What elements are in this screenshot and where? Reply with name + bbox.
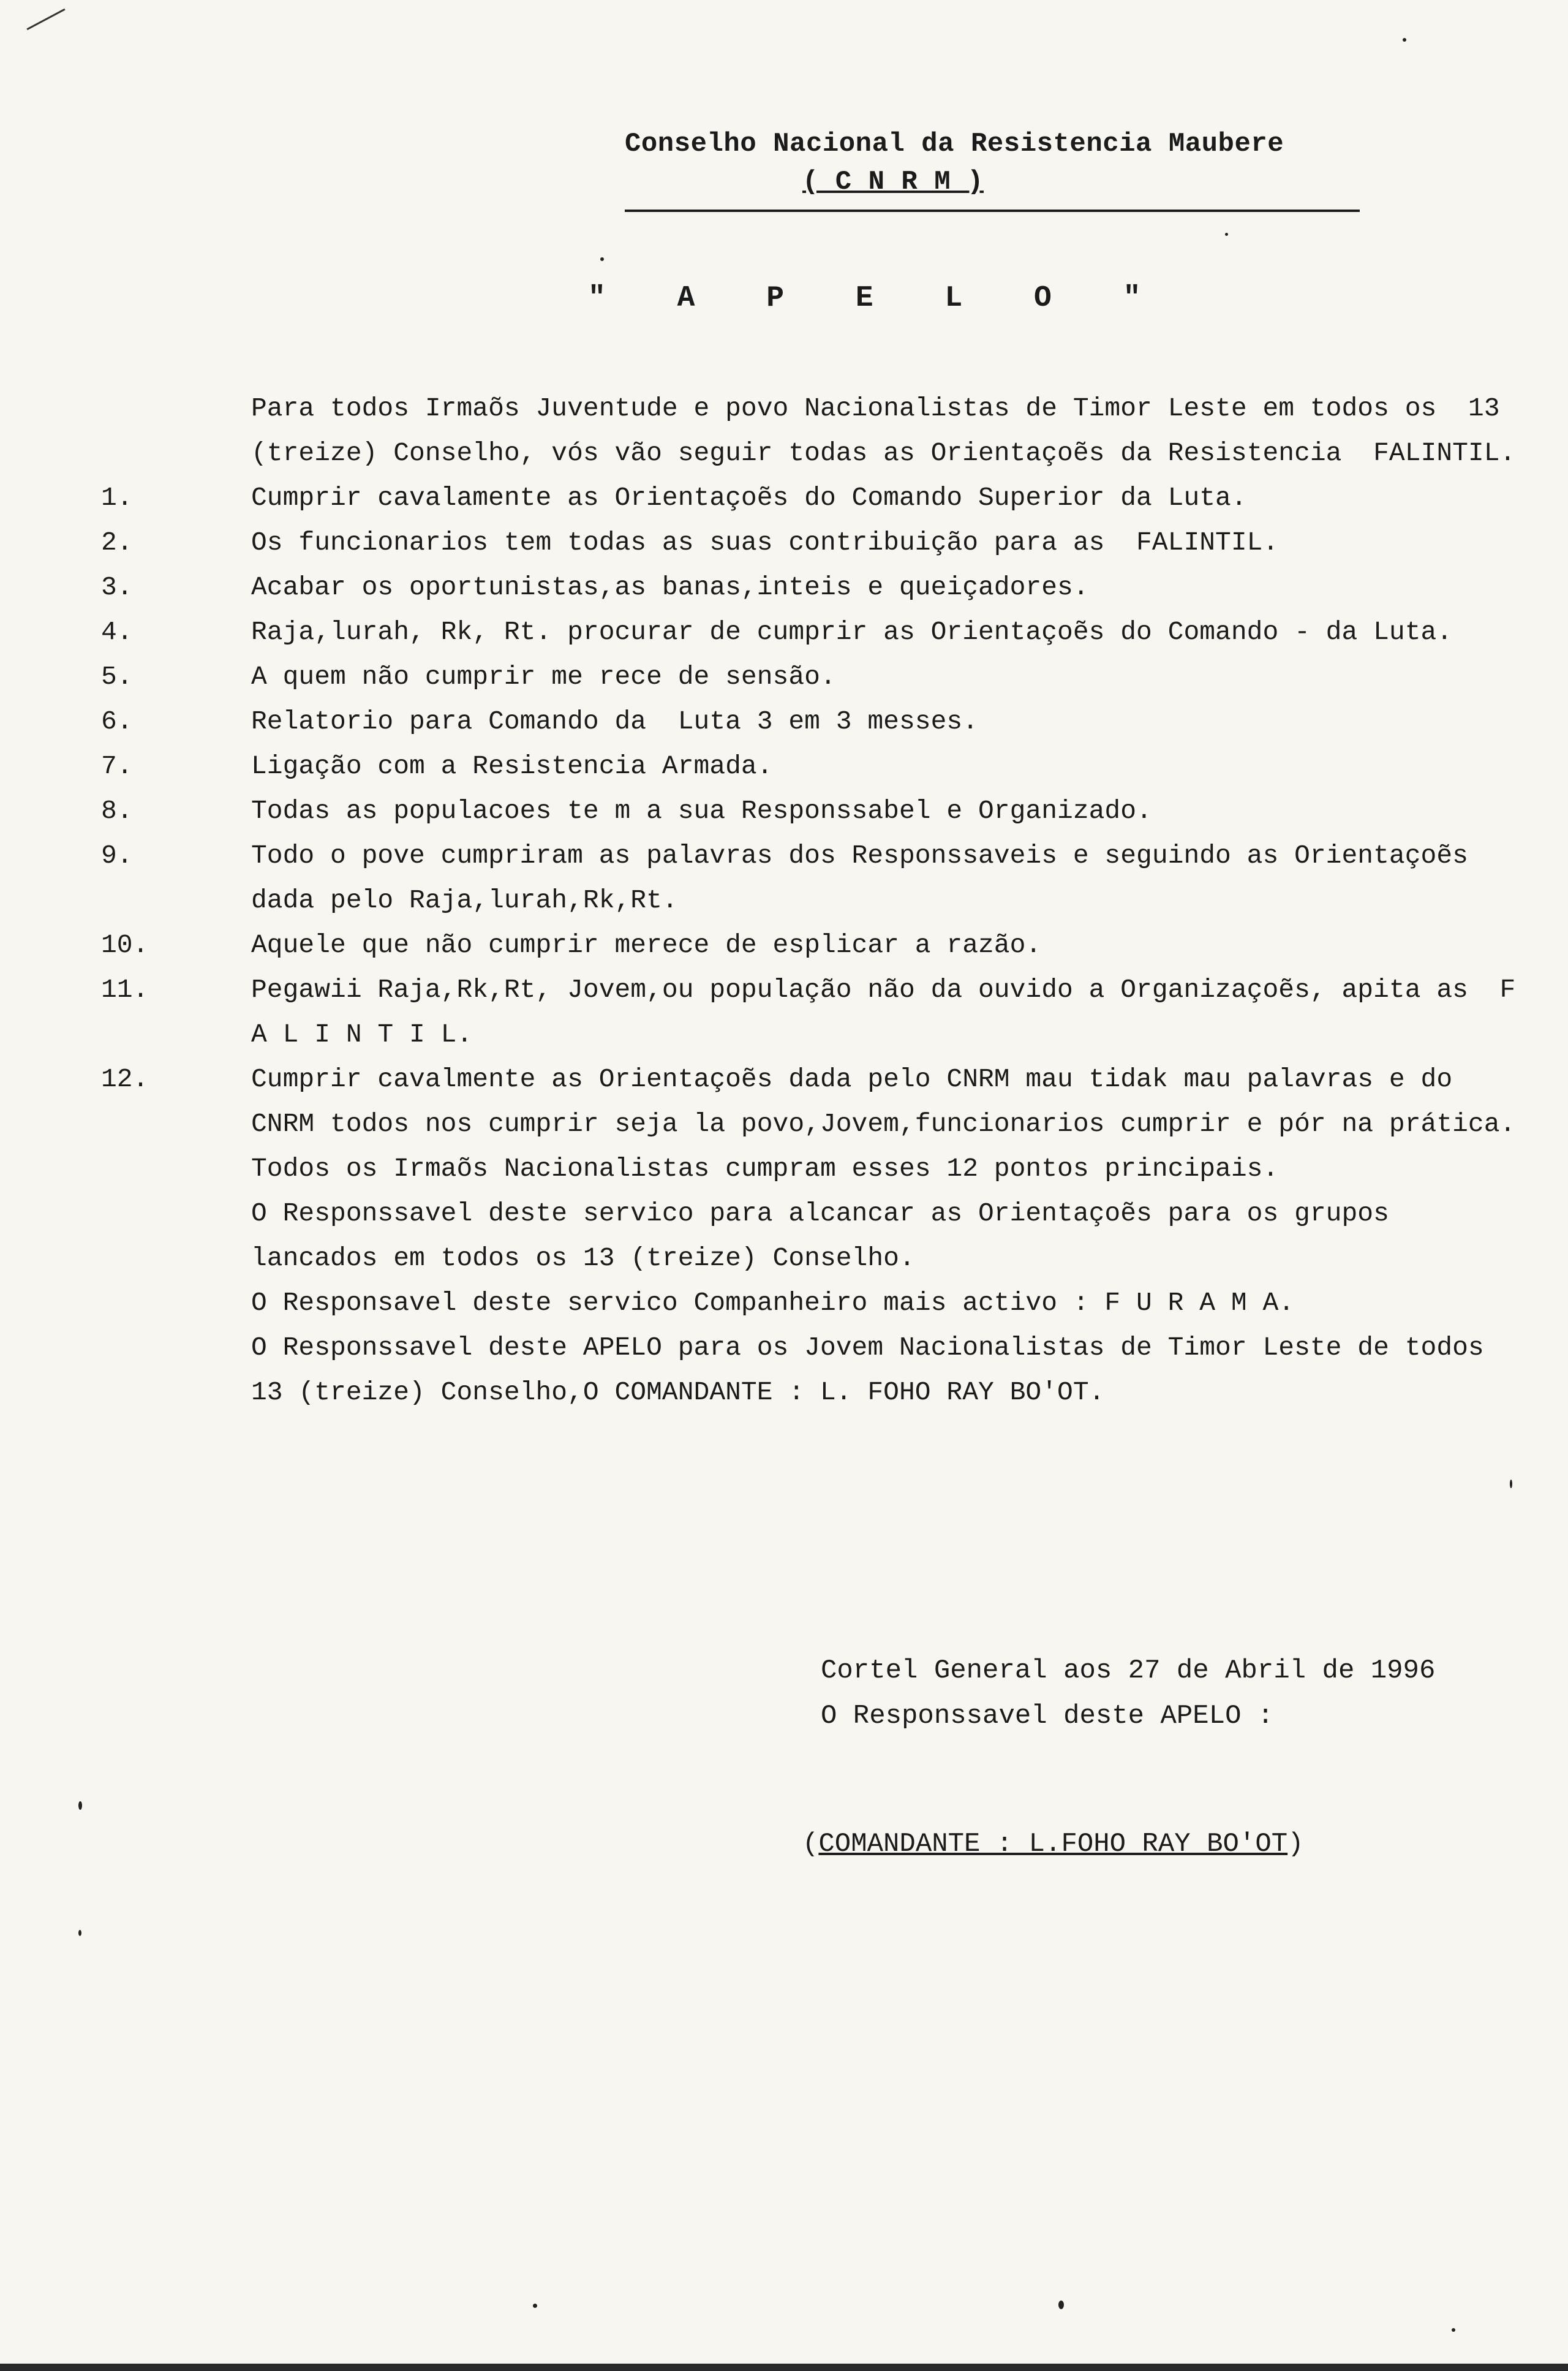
organization-name: Conselho Nacional da Resistencia Maubere <box>625 129 1284 159</box>
list-item <box>101 967 1532 1057</box>
item-number: 5. <box>101 662 133 692</box>
list-item <box>101 565 1516 610</box>
signature-line: (COMANDANTE : L.FOHO RAY BO'OT) <box>802 1829 1304 1859</box>
list-item <box>101 923 1516 967</box>
item-number: 1. <box>101 483 133 513</box>
list-item <box>101 654 1516 699</box>
list-item <box>101 833 1516 923</box>
responsible-label: O Responssavel deste APELO : <box>821 1701 1274 1731</box>
scan-speck <box>1452 2328 1455 2332</box>
list-item <box>101 610 1516 654</box>
item-number: 6. <box>101 706 133 736</box>
item-text: Cumprir cavalamente as Orientaçoẽs do Comando Superior da Luta. <box>251 483 1247 513</box>
scan-bottom-edge <box>0 2364 1568 2371</box>
signature-block <box>821 1648 1435 1739</box>
list-item <box>101 788 1516 833</box>
document-body <box>101 386 1532 1415</box>
scan-speck <box>78 1930 81 1936</box>
closing-section <box>101 1146 1516 1415</box>
scan-speck <box>600 257 604 261</box>
item-text: Cumprir cavalmente as Orientaçoẽs dada pelo CNRM mau tidak mau palavras e do CNRM todos nos cumprir seja la povo,Jovem,funcionarios cumprir e pór na prática. <box>251 1064 1516 1139</box>
item-number: 10. <box>101 930 149 960</box>
scan-speck <box>78 1801 82 1810</box>
item-number: 11. <box>101 975 149 1005</box>
item-text: Ligação com a Resistencia Armada. <box>251 751 773 781</box>
item-number: 3. <box>101 572 133 602</box>
item-text: Os funcionarios tem todas as suas contribuição para as FALINTIL. <box>251 528 1279 558</box>
scan-speck <box>533 2304 537 2308</box>
item-number: 8. <box>101 796 133 826</box>
list-item <box>101 699 1516 744</box>
item-text: Acabar os oportunistas,as banas,inteis e queiçadores. <box>251 572 1089 602</box>
document-title: " A P E L O " <box>588 282 1168 315</box>
organization-acronym: ( C N R M ) <box>802 167 984 197</box>
signature-name: COMANDANTE : L.FOHO RAY BO'OT <box>818 1829 1288 1859</box>
intro-paragraph: Para todos Irmaõs Juventude e povo Nacionalistas de Timor Leste em todos os 13 (treize) Conselho, vós vão seguir todas as Orientaçoẽs da Resistencia FALINTIL. <box>251 393 1516 468</box>
list-item <box>101 744 1516 788</box>
item-text: Raja,lurah, Rk, Rt. procurar de cumprir as Orientaçoẽs do Comando - da Luta. <box>251 617 1453 647</box>
item-text: Aquele que não cumprir merece de esplicar a razão. <box>251 930 1042 960</box>
scan-speck <box>1058 2301 1064 2309</box>
scan-speck <box>1510 1480 1512 1488</box>
scan-mark-stroke <box>26 9 65 31</box>
list-item <box>101 520 1516 565</box>
closing-line: O Responssavel deste servico para alcancar as Orientaçoẽs para os grupos lancados em todos os 13 (treize) Conselho. <box>251 1198 1405 1273</box>
letterhead <box>625 129 1378 197</box>
place-date: Cortel General aos 27 de Abril de 1996 <box>821 1655 1436 1686</box>
item-text: Todas as populacoes te m a sua Responssabel e Organizado. <box>251 796 1152 826</box>
header-rule <box>625 210 1360 212</box>
closing-line: O Responsavel deste servico Companheiro mais activo : F U R A M A. <box>251 1288 1295 1318</box>
item-text: Pegawii Raja,Rk,Rt, Jovem,ou população não da ouvido a Organizaçoẽs, apita as F A L I N T I L. <box>251 975 1532 1049</box>
item-number: 12. <box>101 1064 149 1094</box>
item-text: A quem não cumprir me rece de sensão. <box>251 662 836 692</box>
item-number: 7. <box>101 751 133 781</box>
list-item <box>101 1057 1516 1146</box>
item-number: 2. <box>101 528 133 558</box>
scan-speck <box>1225 233 1228 236</box>
closing-line: O Responssavel deste APELO para os Jovem Nacionalistas de Timor Leste de todos 13 (treize) Conselho,O COMANDANTE : L. FOHO RAY BO'OT. <box>251 1333 1500 1407</box>
item-number: 4. <box>101 617 133 647</box>
scan-speck <box>1403 38 1406 42</box>
item-text: Todo o pove cumpriram as palavras dos Responssaveis e seguindo as Orientaçoẽs dada pelo Raja,lurah,Rk,Rt. <box>251 841 1484 915</box>
item-number: 9. <box>101 841 133 871</box>
list-item <box>101 475 1516 520</box>
closing-line: Todos os Irmaõs Nacionalistas cumpram esses 12 pontos principais. <box>251 1154 1279 1184</box>
item-text: Relatorio para Comando da Luta 3 em 3 messes. <box>251 706 978 736</box>
